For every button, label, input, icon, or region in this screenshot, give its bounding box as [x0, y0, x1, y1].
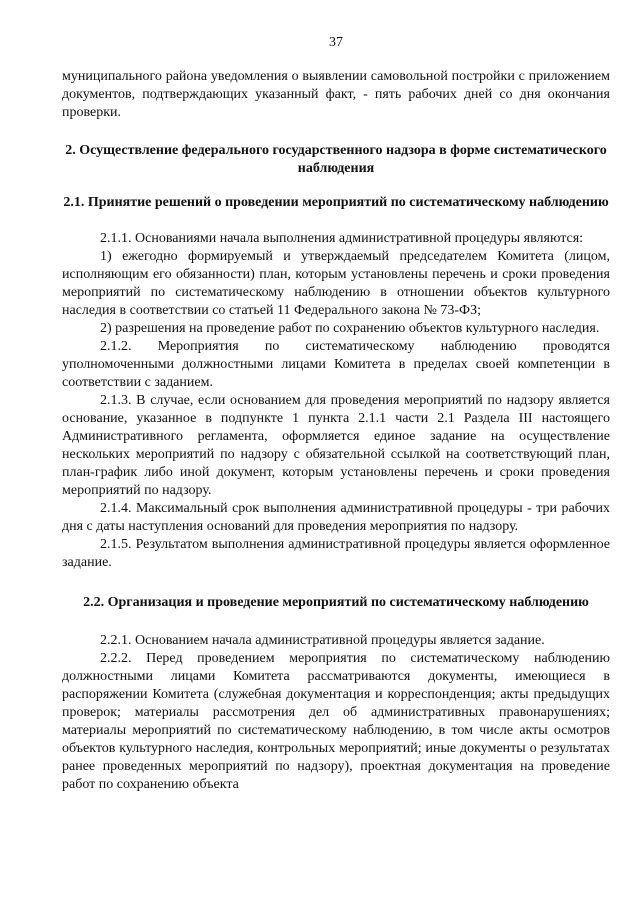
continuation-paragraph: муниципального района уведомления о выявлении самовольной постройки с приложением документов, подтверждающих указанный факт, - пять рабочих дней со дня окончания проверки.: [62, 69, 610, 120]
paragraph-2-1-5: 2.1.5. Результатом выполнения административной процедуры является оформленное задание.: [62, 537, 610, 570]
page-number: 37: [329, 35, 343, 50]
paragraph-2-1-2: 2.1.2. Мероприятия по систематическому наблюдению проводятся уполномоченными должностными лицами Комитета в пределах своей компетенции в соответствии с заданием.: [62, 339, 610, 390]
paragraph-2-1-3: 2.1.3. В случае, если основанием для проведения мероприятий по надзору является основание, указанное в подпункте 1 пункта 2.1.1 части 2.1 Раздела III настоящего Административного регламента, оформляется единое задание на осуществление нескольких мероприятий по надзору с обязательной ссылкой на соответствующий план, план-график либо иной документ, которым установлены перечень и сроки проведения мероприятий по надзору.: [62, 393, 610, 498]
paragraph-2-2-1: 2.2.1. Основанием начала административной процедуры является задание.: [100, 633, 545, 648]
section-2-heading: 2. Осуществление федерального государственного надзора в форме систематического наблюдения: [65, 143, 607, 176]
paragraph-2-1-4: 2.1.4. Максимальный срок выполнения административной процедуры - три рабочих дня с даты наступления оснований для проведения мероприятия по надзору.: [62, 501, 610, 534]
paragraph-2-2-2: 2.2.2. Перед проведением мероприятия по систематическому наблюдению должностными лицами Комитета рассматриваются документы, имеющиеся в распоряжении Комитета (служебная документация и корреспонденция; акты предыдущих проверок; материалы рассмотрения дел об административных правонарушениях; материалы мероприятий по систематическому наблюдению, в том числе акты осмотров объектов культурного наследия, контрольных мероприятий; иные документы о результатах ранее проведенных мероприятий по надзору), проектная документация на проведение работ по сохранению объекта: [62, 651, 610, 792]
paragraph-2-1-1: 2.1.1. Основаниями начала выполнения административной процедуры являются:: [100, 231, 584, 246]
paragraph-2-1-1-item-2: 2) разрешения на проведение работ по сохранению объектов культурного наследия.: [100, 321, 600, 336]
section-2-1-heading: 2.1. Принятие решений о проведении мероприятий по систематическому наблюдению: [63, 195, 609, 210]
paragraph-2-1-1-item-1: 1) ежегодно формируемый и утверждаемый председателем Комитета (лицом, исполняющим его обязанности) план, которым установлены перечень и сроки проведения мероприятий по систематическому наблюдению в отношении объектов культурного наследия в соответствии со статьей 11 Федерального закона № 73-ФЗ;: [62, 249, 610, 318]
section-2-2-heading: 2.2. Организация и проведение мероприятий по систематическому наблюдению: [83, 595, 589, 610]
